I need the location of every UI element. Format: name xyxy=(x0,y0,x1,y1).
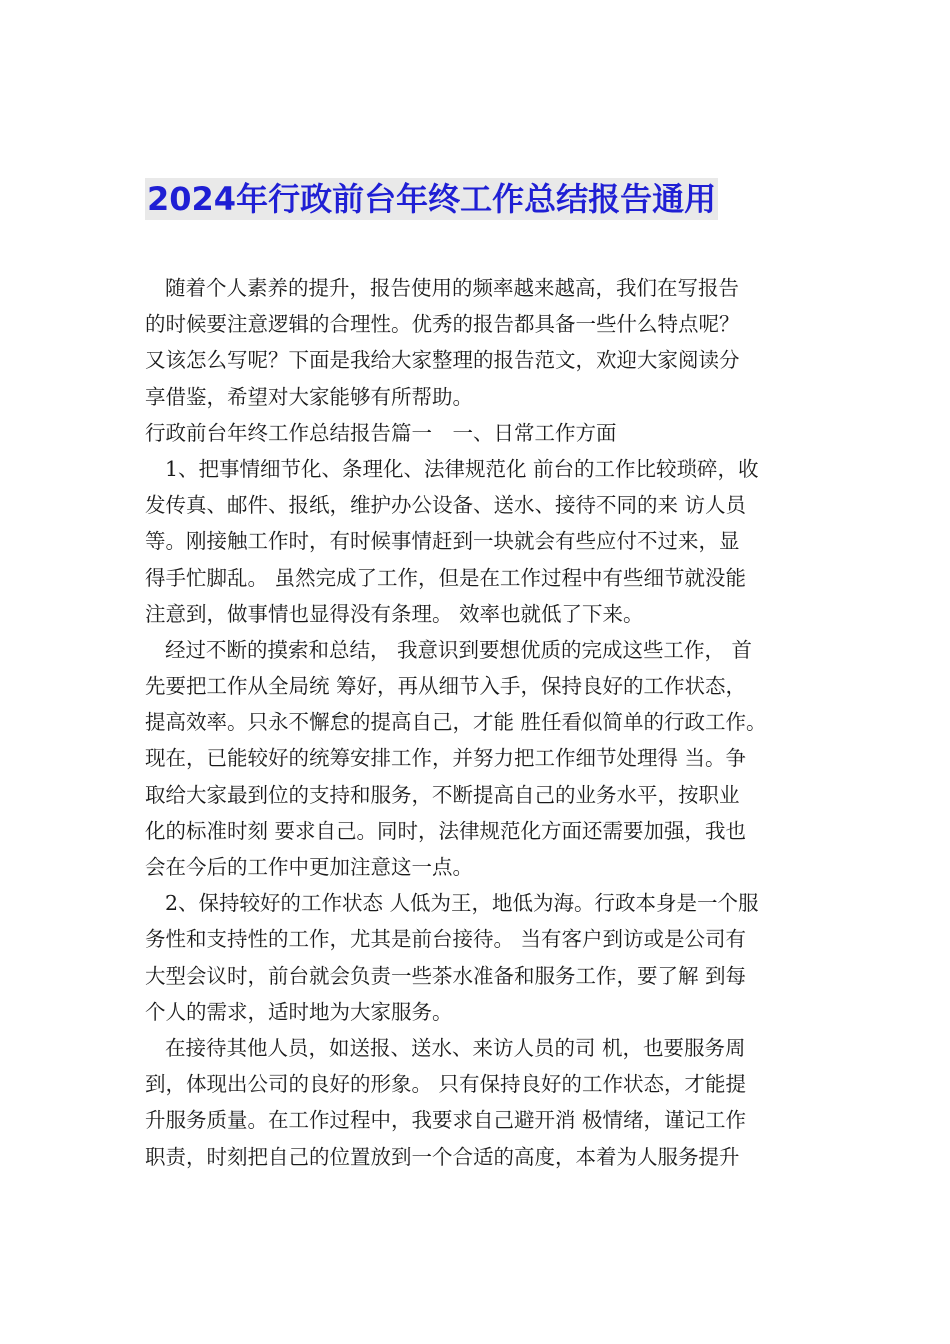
body-line: 提高效率。只永不懈怠的提高自己，才能 胜任看似简单的行政工作。 xyxy=(145,710,767,735)
body-line: 等。刚接触工作时，有时候事情赶到一块就会有些应付不过来，显 xyxy=(145,529,740,554)
section-heading-line: 行政前台年终工作总结报告篇一 一、日常工作方面 xyxy=(145,420,617,445)
body-line: 会在今后的工作中更加注意这一点。 xyxy=(145,855,473,879)
body-line: 个人的需求，适时地为大家服务。 xyxy=(145,999,453,1024)
body-line: 在接待其他人员，如送报、送水、来访人员的司 机，也要服务周 xyxy=(165,1035,746,1060)
body-line: 得手忙脚乱。 虽然完成了工作，但是在工作过程中有些细节就没能 xyxy=(145,565,747,590)
body-line: 到，体现出公司的良好的形象。 只有保持良好的工作状态，才能提 xyxy=(145,1072,747,1097)
body-line: 先要把工作从全局统 筹好，再从细节入手，保持良好的工作状态， xyxy=(145,674,747,699)
body-line: 经过不断的摸索和总结， 我意识到要想优质的完成这些工作， 首 xyxy=(165,637,753,662)
body-line: 又该怎么写呢？下面是我给大家整理的报告范文，欢迎大家阅读分 xyxy=(145,348,740,373)
body-line: 2、保持较好的工作状态 人低为王，地低为海。行政本身是一个服 xyxy=(165,891,759,916)
body-line: 务性和支持性的工作，尤其是前台接待。 当有客户到访或是公司有 xyxy=(145,927,747,952)
body-line: 注意到，做事情也显得没有条理。 效率也就低了下来。 xyxy=(145,601,644,626)
body-line: 职责，时刻把自己的位置放到一个合适的高度，本着为人服务提升 xyxy=(145,1144,740,1169)
body-line: 化的标准时刻 要求自己。同时，法律规范化方面还需要加强，我也 xyxy=(145,818,747,843)
title-highlight xyxy=(145,178,718,220)
body-line: 取给大家最到位的支持和服务，不断提高自己的业务水平，按职业 xyxy=(145,782,740,807)
body-line: 现在，已能较好的统筹安排工作，并努力把工作细节处理得 当。争 xyxy=(145,746,747,771)
document-body xyxy=(145,270,810,1175)
body-line: 升服务质量。在工作过程中，我要求自己避开消 极情绪，谨记工作 xyxy=(145,1108,747,1133)
body-line: 1、把事情细节化、条理化、法律规范化 前台的工作比较琐碎，收 xyxy=(165,456,759,481)
body-line: 随着个人素养的提升，报告使用的频率越来越高，我们在写报告 xyxy=(165,276,739,300)
body-line: 大型会议时，前台就会负责一些茶水准备和服务工作，要了解 到每 xyxy=(145,963,747,988)
document-title: 2024年行政前台年终工作总结报告通用 xyxy=(147,180,717,218)
body-line: 的时候要注意逻辑的合理性。优秀的报告都具备一些什么特点呢？ xyxy=(145,312,740,337)
body-line: 发传真、邮件、报纸，维护办公设备、送水、接待不同的来 访人员 xyxy=(145,493,747,518)
body-line: 享借鉴，希望对大家能够有所帮助。 xyxy=(145,384,473,409)
